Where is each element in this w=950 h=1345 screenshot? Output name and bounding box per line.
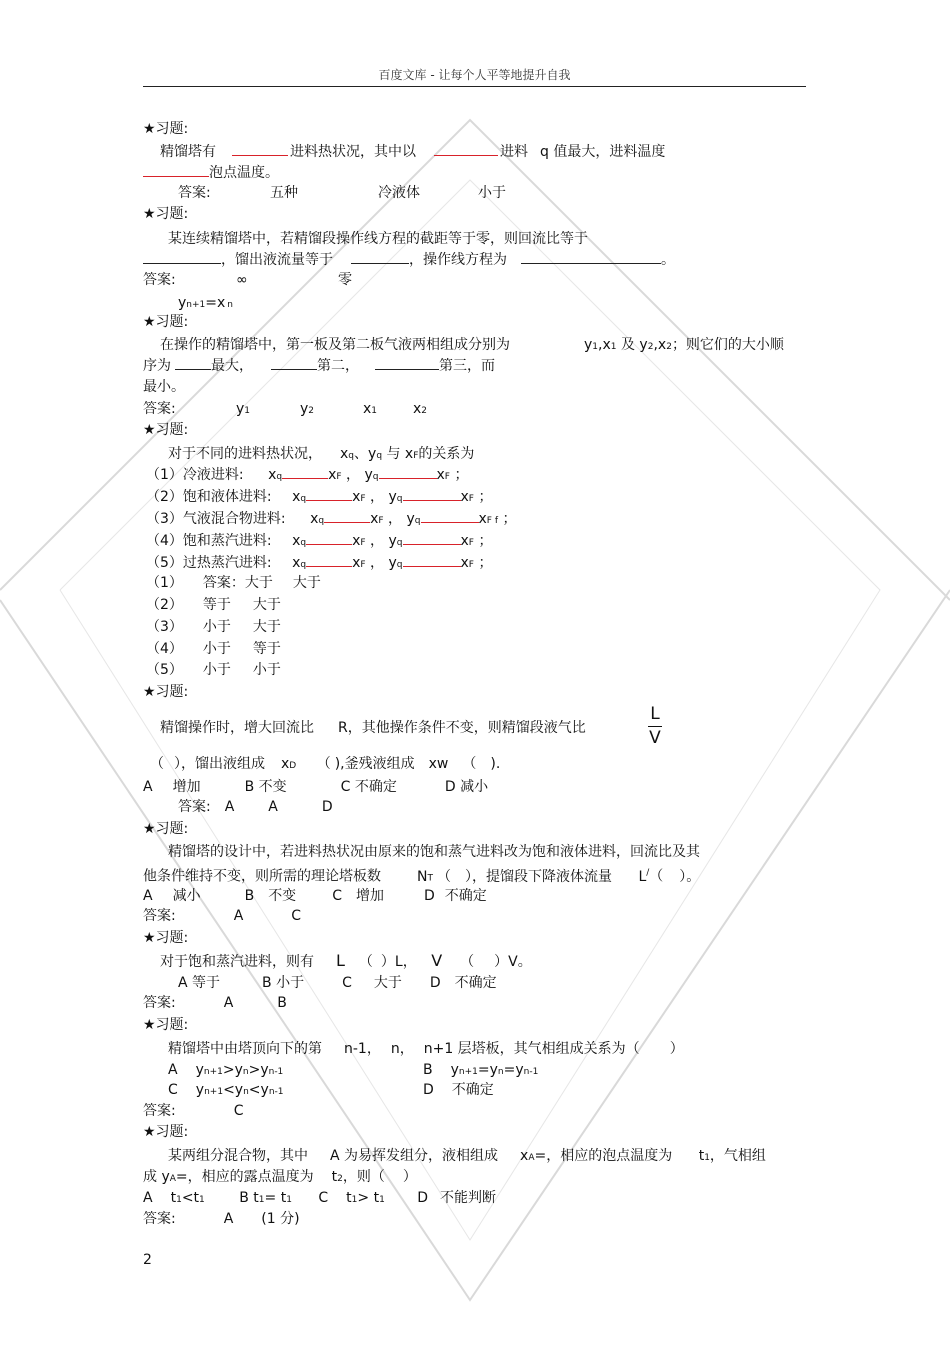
question-text: （ ），馏出液组成 xD （ ),釜残液组成 xw （ ).: [150, 756, 501, 772]
liquid-vapor-ratio: L V: [649, 704, 661, 748]
answer-label: 答案:: [178, 185, 211, 201]
answer-value: x1: [363, 401, 378, 417]
answer-label: 答案:: [143, 401, 176, 417]
answer-value: y2: [300, 401, 315, 417]
exercise-label: ★习题:: [143, 930, 189, 946]
answer-row: 答案: A B: [143, 995, 287, 1011]
answer-row: （1） 答案：大于 大于: [146, 575, 321, 591]
question-text: 精馏塔的设计中，若进料热状况由原来的饱和蒸气进料改为饱和液体进料，回流比及其: [168, 844, 700, 860]
header-divider: [143, 86, 806, 87]
answer-value: x2: [413, 401, 428, 417]
answer-row: （4） 小于 等于: [146, 641, 281, 657]
answer-row: 答案: C: [143, 1103, 244, 1119]
exercise-label: ★习题:: [143, 206, 189, 222]
question-text: 序为 最大， 第二， 第三，而: [143, 358, 495, 374]
question-text: 精馏操作时，增大回流比 R，其他操作条件不变，则精馏段液气比: [160, 720, 586, 736]
question-text: 成 yA=，相应的露点温度为 t2，则（ ）: [143, 1169, 417, 1185]
question-text: 精馏塔有 进料热状况，其中以 进料 q 值最大，进料温度: [160, 144, 666, 160]
question-text: y1,x1 及 y2,x2；则它们的大小顺: [584, 337, 784, 353]
exercise-label: ★习题:: [143, 1124, 189, 1140]
answer-value: 五种: [270, 185, 298, 201]
answer-row: （2） 等于 大于: [146, 597, 281, 613]
question-text: 最小。: [143, 379, 185, 395]
option-c: C yn+1<yn<yn-1: [168, 1082, 284, 1098]
exercise-label: ★习题:: [143, 422, 189, 438]
question-text: 某两组分混合物，其中 A 为易挥发组分，液相组成 xA=，相应的泡点温度为 t1，气相组: [168, 1148, 766, 1164]
exercise-label: ★习题:: [143, 314, 189, 330]
page-number: 2: [143, 1252, 152, 1268]
answer-equation: yn+1=x n: [178, 295, 234, 311]
page-header: 百度文库 - 让每个人平等地提升自我: [378, 68, 571, 82]
options-row: A 增加 B 不变 C 不确定 D 减小: [143, 779, 489, 795]
options-row: A t1<t1 B t1= t1 C t1> t1 D 不能判断: [143, 1190, 497, 1206]
question-text: 某连续精馏塔中，若精馏段操作线方程的截距等于零，则回流比等于: [168, 231, 588, 247]
answer-row: 答案: A (1 分): [143, 1211, 300, 1227]
answer-value: 冷液体: [378, 185, 420, 201]
feed-condition-row: （3）气液混合物进料: xq xF ， yq xF f ；: [146, 511, 517, 527]
answer-value: y1: [236, 401, 251, 417]
option-b: B yn+1=yn=yn-1: [423, 1062, 539, 1078]
question-text: 他条件维持不变，则所需的理论塔板数 NT （ ），提馏段下降液体流量 L/（ ）。: [143, 868, 701, 885]
answer-label: 答案:: [143, 272, 176, 288]
option-a: A yn+1>yn>yn-1: [168, 1062, 284, 1078]
feed-condition-row: （4）饱和蒸汽进料: xq xF ， yq xF ；: [146, 533, 493, 549]
answer-value: ∞: [236, 272, 248, 288]
exercise-label: ★习题:: [143, 121, 189, 137]
answer-row: （3） 小于 大于: [146, 619, 281, 635]
question-text: 泡点温度。: [143, 164, 279, 182]
exercise-label: ★习题:: [143, 684, 189, 700]
answer-row: 答案: A A D: [178, 799, 333, 815]
options-row: A 减小 B 不变 C 增加 D 不确定: [143, 888, 487, 904]
answer-value: 小于: [478, 185, 506, 201]
answer-row: 答案: A C: [143, 908, 302, 924]
option-d: D 不确定: [423, 1082, 494, 1098]
exercise-label: ★习题:: [143, 1017, 189, 1033]
question-text: 对于饱和蒸汽进料，则有 L （ ）L， V （ ）V。: [160, 951, 532, 970]
options-row: A 等于 B 小于 C 大于 D 不确定: [178, 975, 497, 991]
question-text: 精馏塔中由塔顶向下的第 n-1， n， n+1 层塔板，其气相组成关系为（ ）: [168, 1041, 684, 1057]
feed-condition-row: （5）过热蒸汽进料: xq xF ， yq xF ；: [146, 555, 493, 571]
answer-row: （5） 小于 小于: [146, 662, 281, 678]
feed-condition-row: （2）饱和液体进料: xq xF ， yq xF ；: [146, 489, 493, 505]
question-text: 在操作的精馏塔中，第一板及第二板气液两相组成分别为: [160, 337, 510, 353]
answer-value: 零: [338, 272, 352, 288]
exercise-label: ★习题:: [143, 821, 189, 837]
feed-condition-row: （1）冷液进料: xq xF ， yq xF ；: [146, 467, 469, 483]
question-text: ，馏出液流量等于 ，操作线方程为 。: [143, 251, 675, 269]
question-text: 对于不同的进料热状况， xq、yq 与 xF的关系为: [168, 446, 475, 462]
